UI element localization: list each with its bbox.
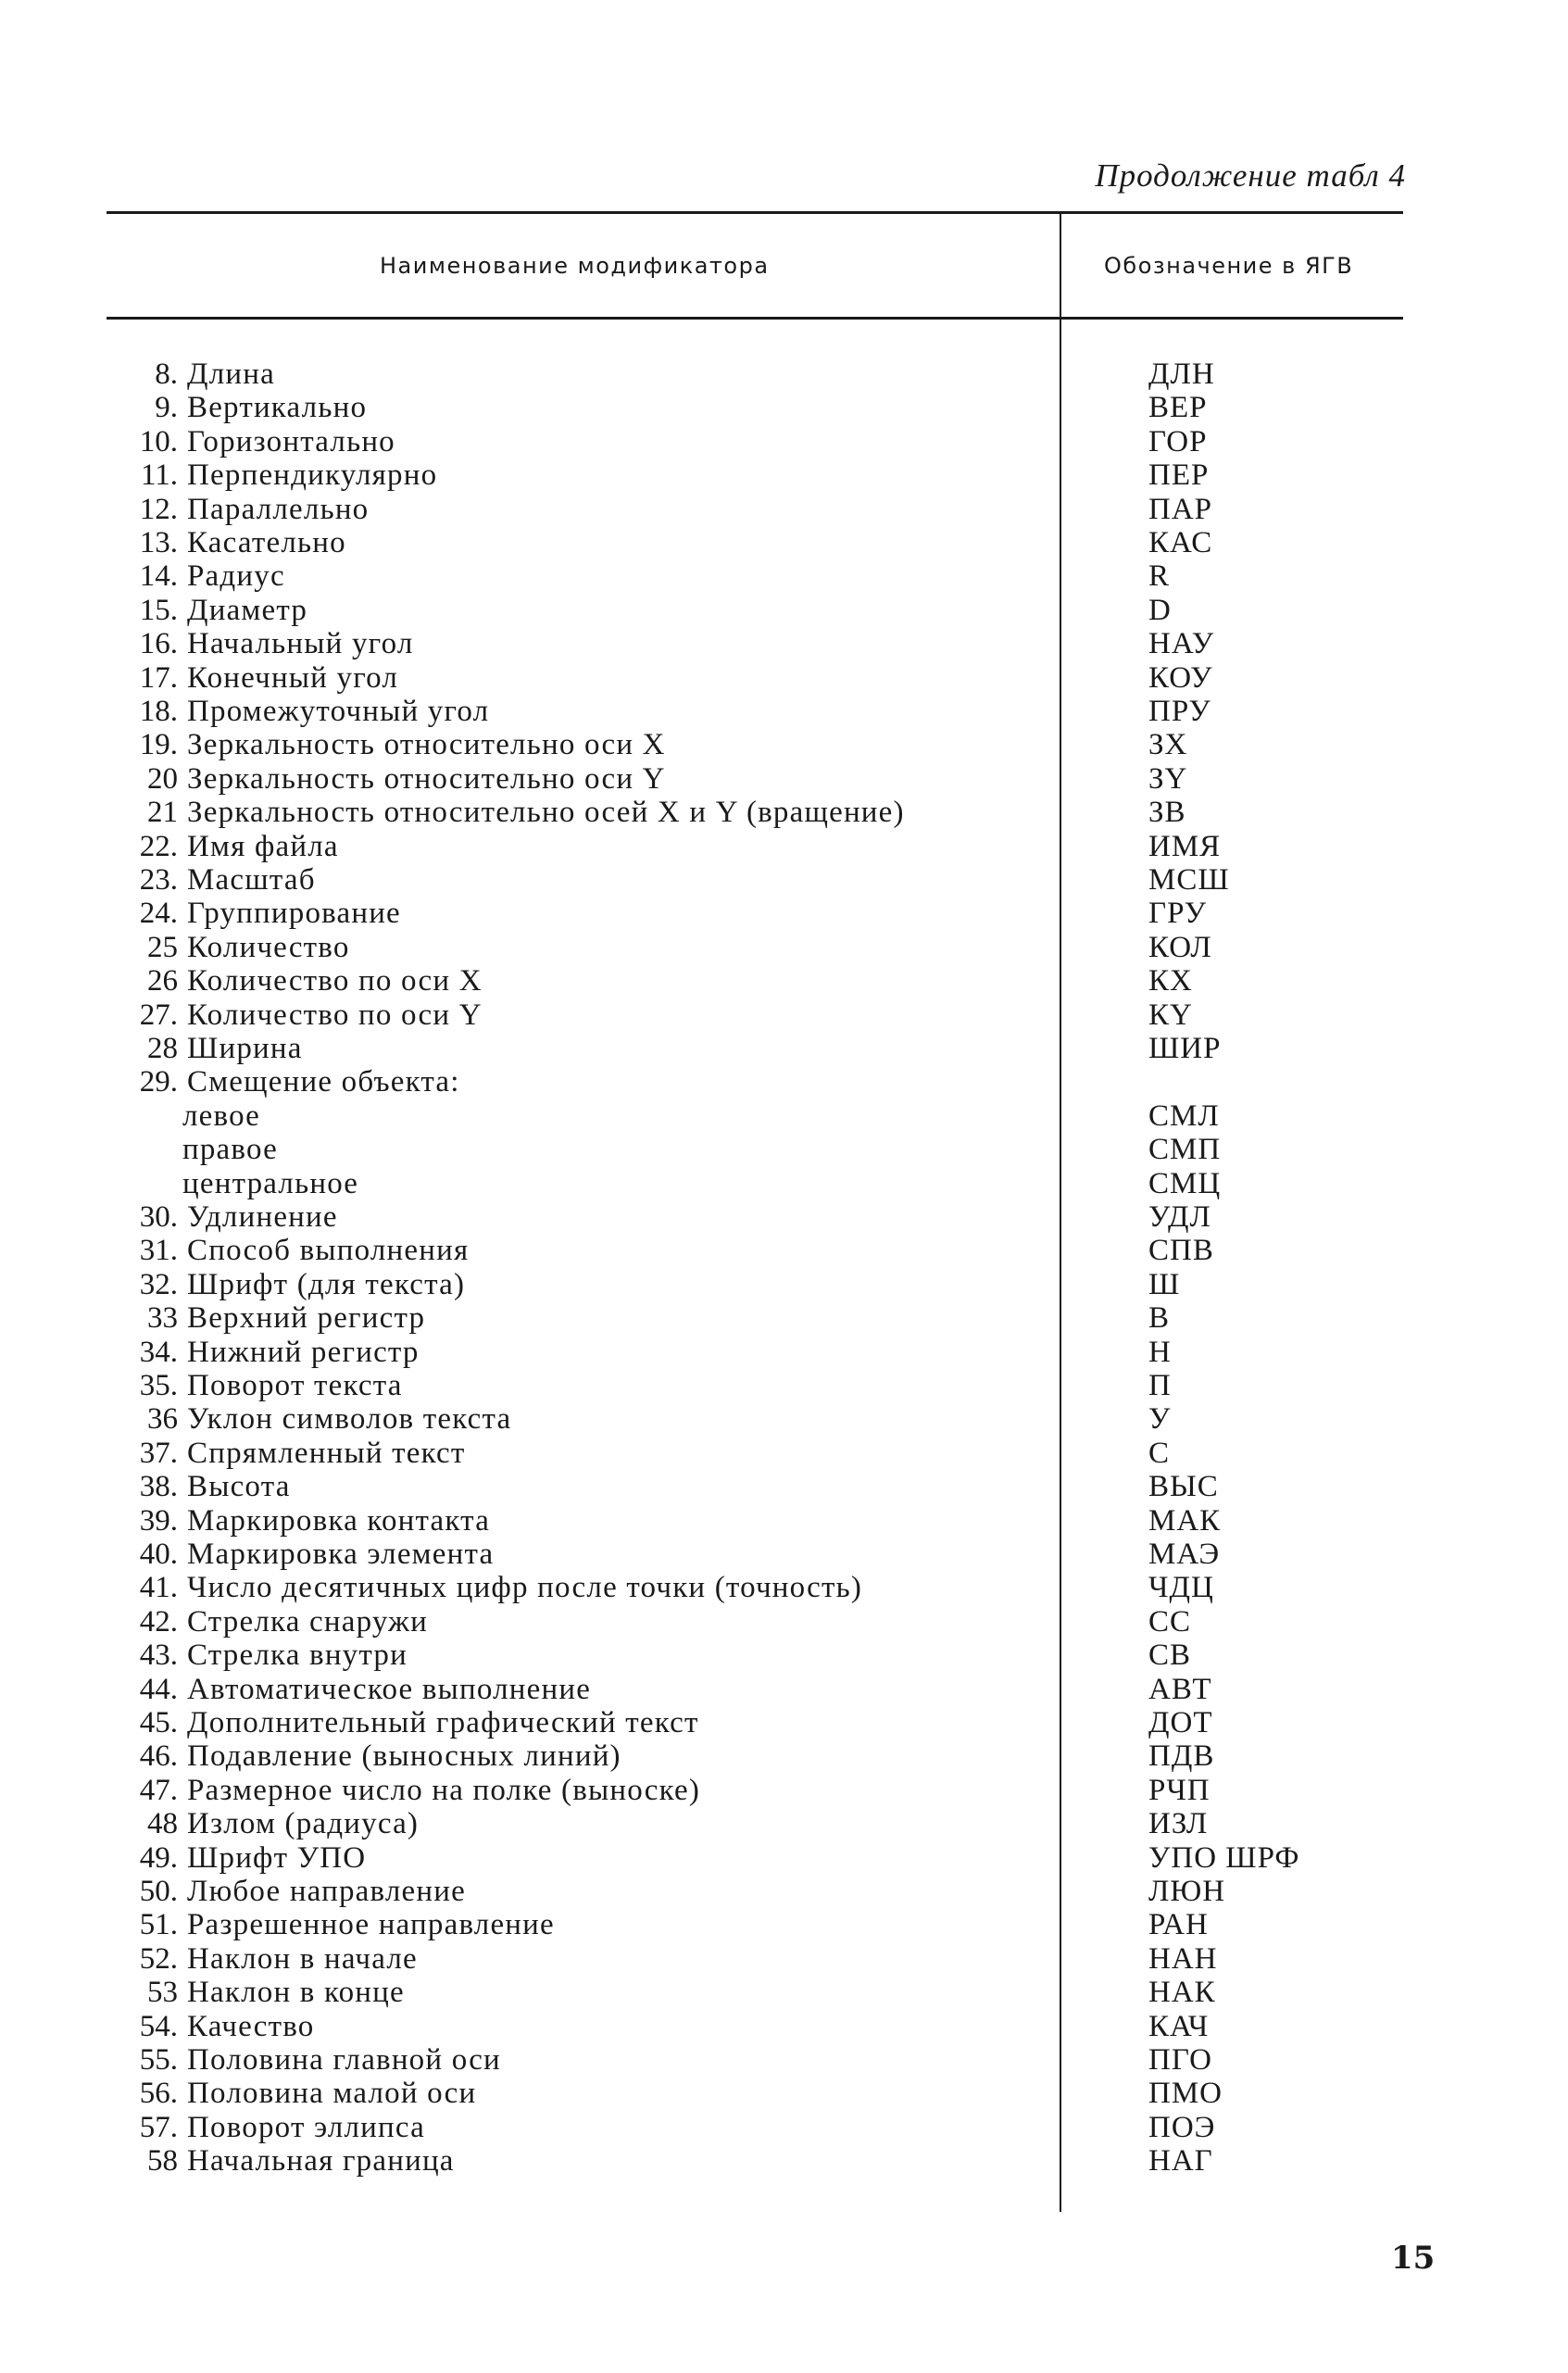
modifier-code: КАС xyxy=(1148,526,1213,559)
row-number: 10. xyxy=(139,424,178,458)
row-number: 14. xyxy=(139,559,178,594)
row-number: 15. xyxy=(139,593,178,627)
row-number: 50. xyxy=(139,1875,178,1908)
table-row xyxy=(0,2144,1568,2178)
row-number: 57. xyxy=(139,2110,178,2144)
modifier-code: СМП xyxy=(1148,1133,1222,1167)
modifier-code: ПРУ xyxy=(1148,695,1211,728)
modifier-name: Вертикально xyxy=(187,391,368,425)
modifier-name: Поворот текста xyxy=(187,1369,403,1402)
table-row xyxy=(0,526,1568,559)
modifier-name: левое xyxy=(182,1099,261,1133)
modifier-code: СС xyxy=(1148,1604,1192,1638)
row-number: 31. xyxy=(139,1234,178,1268)
table-row xyxy=(0,998,1568,1032)
modifier-name: Разрешенное направление xyxy=(187,1908,555,1942)
modifier-code: МАЭ xyxy=(1148,1538,1221,1571)
modifier-name: Половина малой оси xyxy=(187,2077,477,2111)
modifier-name: Диаметр xyxy=(187,593,308,627)
modifier-code: R xyxy=(1148,559,1171,594)
modifier-name: Дополнительный графический текст xyxy=(187,1706,699,1739)
row-number: 38. xyxy=(139,1470,178,1504)
modifier-code: ГРУ xyxy=(1148,897,1207,931)
modifier-code: ПГО xyxy=(1148,2043,1212,2077)
modifier-name: Начальная граница xyxy=(187,2144,455,2178)
modifier-code: СМЦ xyxy=(1148,1166,1222,1200)
table-row xyxy=(0,1807,1568,1840)
modifier-name: Удлинение xyxy=(187,1200,338,1234)
modifier-name: Автоматическое выполнение xyxy=(187,1672,592,1706)
modifier-name: Конечный угол xyxy=(187,660,399,695)
modifier-code: МАК xyxy=(1148,1503,1222,1538)
modifier-name: Масштаб xyxy=(187,863,316,897)
table-row xyxy=(0,1841,1568,1875)
row-number: 9. xyxy=(155,391,178,425)
modifier-name: центральное xyxy=(182,1166,359,1200)
row-number: 28 xyxy=(147,1032,178,1065)
table-row xyxy=(0,2077,1568,2110)
row-number: 35. xyxy=(139,1369,178,1402)
table-row xyxy=(0,358,1568,391)
modifier-name: Зеркальность относительно оси X xyxy=(187,728,666,762)
modifier-name: Промежуточный угол xyxy=(187,695,490,728)
modifier-name: Наклон в начале xyxy=(187,1941,418,1976)
modifier-name: Высота xyxy=(187,1470,291,1504)
row-number: 34. xyxy=(139,1335,178,1369)
modifier-name: Верхний регистр xyxy=(187,1301,426,1336)
modifier-code: ЧДЦ xyxy=(1148,1571,1214,1605)
modifier-name: Перпендикулярно xyxy=(187,458,438,493)
row-number: 17. xyxy=(139,660,178,695)
table-row xyxy=(0,1032,1568,1065)
modifier-name: Излом (радиуса) xyxy=(187,1807,420,1841)
modifier-name: Поворот эллипса xyxy=(187,2110,425,2144)
modifier-name: Уклон символов текста xyxy=(187,1402,512,1437)
row-number: 41. xyxy=(139,1571,178,1605)
table-row xyxy=(0,594,1568,627)
table-row xyxy=(0,863,1568,897)
table-row xyxy=(0,391,1568,424)
modifier-code: ВЫС xyxy=(1148,1470,1219,1504)
modifier-name: Нижний регистр xyxy=(187,1335,420,1369)
modifier-name: Маркировка элемента xyxy=(187,1538,495,1571)
table-row xyxy=(0,493,1568,526)
modifier-name: Стрелка снаружи xyxy=(187,1604,428,1638)
row-number: 20 xyxy=(147,761,178,796)
row-number: 42. xyxy=(139,1604,178,1638)
table-row xyxy=(0,1739,1568,1773)
table-row xyxy=(0,1942,1568,1976)
table-row xyxy=(0,559,1568,593)
modifier-name: Число десятичных цифр после точки (точность) xyxy=(187,1571,863,1605)
modifier-code: ПМО xyxy=(1148,2077,1223,2111)
row-number: 27. xyxy=(139,998,178,1032)
row-number: 22. xyxy=(139,829,178,863)
modifier-name: Шрифт (для текста) xyxy=(187,1267,466,1301)
table-row xyxy=(0,458,1568,492)
modifier-name: Начальный угол xyxy=(187,627,414,661)
modifier-code: УПО ШРФ xyxy=(1148,1840,1300,1875)
modifier-code: ИЗЛ xyxy=(1148,1807,1209,1841)
modifier-code: КОУ xyxy=(1148,660,1213,695)
table-row xyxy=(0,425,1568,458)
row-number: 45. xyxy=(139,1706,178,1739)
modifier-code: КХ xyxy=(1148,964,1193,998)
table-row xyxy=(0,1336,1568,1369)
table-row xyxy=(0,1875,1568,1908)
row-number: 32. xyxy=(139,1267,178,1301)
table-row xyxy=(0,1504,1568,1538)
modifier-code: С xyxy=(1148,1436,1171,1470)
table-row xyxy=(0,1369,1568,1402)
modifier-code: ПЕР xyxy=(1148,458,1210,493)
modifier-name: Радиус xyxy=(187,559,285,594)
modifier-name: Касательно xyxy=(187,526,346,559)
modifier-code: НАК xyxy=(1148,1976,1216,2010)
table-row xyxy=(0,728,1568,761)
row-number: 18. xyxy=(139,695,178,728)
table-row xyxy=(0,1470,1568,1503)
modifier-code: РЧП xyxy=(1148,1773,1210,1807)
table-top-rule xyxy=(107,211,1403,214)
modifier-code: ЛЮН xyxy=(1148,1875,1226,1908)
row-number: 33 xyxy=(147,1301,178,1336)
modifier-code: СМЛ xyxy=(1148,1099,1220,1133)
table-row xyxy=(0,1133,1568,1166)
modifier-name: Способ выполнения xyxy=(187,1234,470,1268)
table-row xyxy=(0,1065,1568,1099)
table-header-rule xyxy=(107,317,1403,320)
table-row xyxy=(0,1706,1568,1739)
table-row xyxy=(0,964,1568,998)
modifier-code: ДЛН xyxy=(1148,358,1215,391)
table-row xyxy=(0,1908,1568,1941)
row-number: 49. xyxy=(139,1840,178,1875)
modifier-code: В xyxy=(1148,1301,1171,1336)
row-number: 30. xyxy=(139,1200,178,1234)
modifier-code: D xyxy=(1148,593,1172,627)
row-number: 24. xyxy=(139,897,178,931)
table-row xyxy=(0,2010,1568,2043)
table-row xyxy=(0,1167,1568,1200)
row-number: 19. xyxy=(139,728,178,762)
table-row xyxy=(0,830,1568,863)
table-row xyxy=(0,897,1568,930)
modifier-name: Ширина xyxy=(187,1032,303,1065)
modifier-name: правое xyxy=(182,1133,278,1167)
modifier-code: ЗХ xyxy=(1148,728,1188,762)
modifier-code: ДОТ xyxy=(1148,1706,1213,1739)
table-row xyxy=(0,1437,1568,1470)
table-row xyxy=(0,1976,1568,2009)
table-row xyxy=(0,1200,1568,1234)
modifier-name: Наклон в конце xyxy=(187,1976,405,2010)
modifier-code: Ш xyxy=(1148,1267,1181,1301)
table-row xyxy=(0,695,1568,728)
row-number: 36 xyxy=(147,1402,178,1437)
modifier-code: ПДВ xyxy=(1148,1739,1215,1774)
table-row xyxy=(0,2043,1568,2077)
row-number: 54. xyxy=(139,2009,178,2043)
row-number: 21 xyxy=(147,796,178,830)
table-row xyxy=(0,1774,1568,1807)
row-number: 29. xyxy=(139,1065,178,1099)
row-number: 25 xyxy=(147,930,178,964)
modifier-code: П xyxy=(1148,1369,1172,1402)
modifier-code: МСШ xyxy=(1148,863,1230,897)
row-number: 26 xyxy=(147,964,178,998)
table-row xyxy=(0,796,1568,829)
modifier-name: Подавление (выносных линий) xyxy=(187,1739,621,1774)
modifier-name: Любое направление xyxy=(187,1875,466,1908)
modifier-name: Стрелка внутри xyxy=(187,1638,408,1673)
table-row xyxy=(0,1638,1568,1672)
modifier-name: Параллельно xyxy=(187,492,370,526)
modifier-name: Зеркальность относительно осей X и Y (вращение) xyxy=(187,796,905,830)
modifier-name: Горизонтально xyxy=(187,424,395,458)
modifier-code: ПАР xyxy=(1148,492,1213,526)
modifier-name: Зеркальность относительно оси Y xyxy=(187,761,666,796)
modifier-code: ШИР xyxy=(1148,1032,1222,1065)
table-row xyxy=(0,1301,1568,1335)
modifier-code: У xyxy=(1148,1402,1172,1437)
modifier-name: Качество xyxy=(187,2009,315,2043)
row-number: 47. xyxy=(139,1773,178,1807)
table-row xyxy=(0,1605,1568,1638)
modifier-name: Количество xyxy=(187,930,350,964)
modifier-code: КОЛ xyxy=(1148,930,1212,964)
row-number: 43. xyxy=(139,1638,178,1673)
modifier-name: Спрямленный текст xyxy=(187,1436,466,1470)
modifier-code: АВТ xyxy=(1148,1672,1212,1706)
table-row xyxy=(0,661,1568,695)
modifier-code: НАУ xyxy=(1148,627,1215,661)
modifier-code: Н xyxy=(1148,1335,1172,1369)
modifier-code: ГОР xyxy=(1148,424,1208,458)
table-row xyxy=(0,1571,1568,1604)
modifier-code: ПОЭ xyxy=(1148,2110,1216,2144)
row-number: 23. xyxy=(139,863,178,897)
modifier-code: КY xyxy=(1148,998,1193,1032)
modifier-code: ЗY xyxy=(1148,761,1188,796)
row-number: 11. xyxy=(140,458,178,493)
modifier-code: НАН xyxy=(1148,1941,1218,1976)
modifier-code: КАЧ xyxy=(1148,2009,1210,2043)
row-number: 46. xyxy=(139,1739,178,1774)
modifier-name: Размерное число на полке (выноске) xyxy=(187,1773,701,1807)
modifier-name: Маркировка контакта xyxy=(187,1503,491,1538)
row-number: 56. xyxy=(139,2077,178,2111)
row-number: 44. xyxy=(139,1672,178,1706)
table-row xyxy=(0,2111,1568,2144)
modifier-code: ИМЯ xyxy=(1148,829,1222,863)
table-continuation-label: Продолжение табл 4 xyxy=(1095,157,1406,194)
modifier-name: Имя файла xyxy=(187,829,339,863)
row-number: 13. xyxy=(139,526,178,559)
modifier-code: СВ xyxy=(1148,1638,1192,1673)
row-number: 55. xyxy=(139,2043,178,2077)
row-number: 8. xyxy=(155,358,178,391)
table-row xyxy=(0,931,1568,964)
modifier-name: Длина xyxy=(187,358,275,391)
row-number: 16. xyxy=(139,627,178,661)
modifier-name: Количество по оси X xyxy=(187,964,483,998)
modifier-name: Половина главной оси xyxy=(187,2043,501,2077)
row-number: 58 xyxy=(147,2144,178,2178)
page-number: 15 xyxy=(1391,2240,1436,2277)
modifier-name: Группирование xyxy=(187,897,401,931)
modifier-code: ВЕР xyxy=(1148,391,1208,425)
modifier-code: ЗВ xyxy=(1148,796,1186,830)
table-row xyxy=(0,1099,1568,1133)
row-number: 40. xyxy=(139,1538,178,1571)
modifier-name: Смещение объекта: xyxy=(187,1065,460,1099)
modifier-code: НАГ xyxy=(1148,2144,1213,2178)
table-row xyxy=(0,762,1568,796)
row-number: 51. xyxy=(139,1908,178,1942)
modifier-code: СПВ xyxy=(1148,1234,1214,1268)
modifier-code: УДЛ xyxy=(1148,1200,1211,1234)
row-number: 48 xyxy=(147,1807,178,1841)
modifier-name: Количество по оси Y xyxy=(187,998,483,1032)
table-row xyxy=(0,1673,1568,1706)
modifier-code: РАН xyxy=(1148,1908,1209,1942)
table-row xyxy=(0,1268,1568,1301)
table-row xyxy=(0,1402,1568,1436)
modifier-name: Шрифт УПО xyxy=(187,1840,367,1875)
row-number: 37. xyxy=(139,1436,178,1470)
table-row xyxy=(0,1234,1568,1267)
row-number: 53 xyxy=(147,1976,178,2010)
table-row xyxy=(0,1538,1568,1571)
column-header-code: Обозначение в ЯГВ xyxy=(1104,253,1354,279)
row-number: 12. xyxy=(139,492,178,526)
column-header-name: Наименование модификатора xyxy=(380,253,770,279)
table-row xyxy=(0,627,1568,660)
row-number: 39. xyxy=(139,1503,178,1538)
row-number: 52. xyxy=(139,1941,178,1976)
